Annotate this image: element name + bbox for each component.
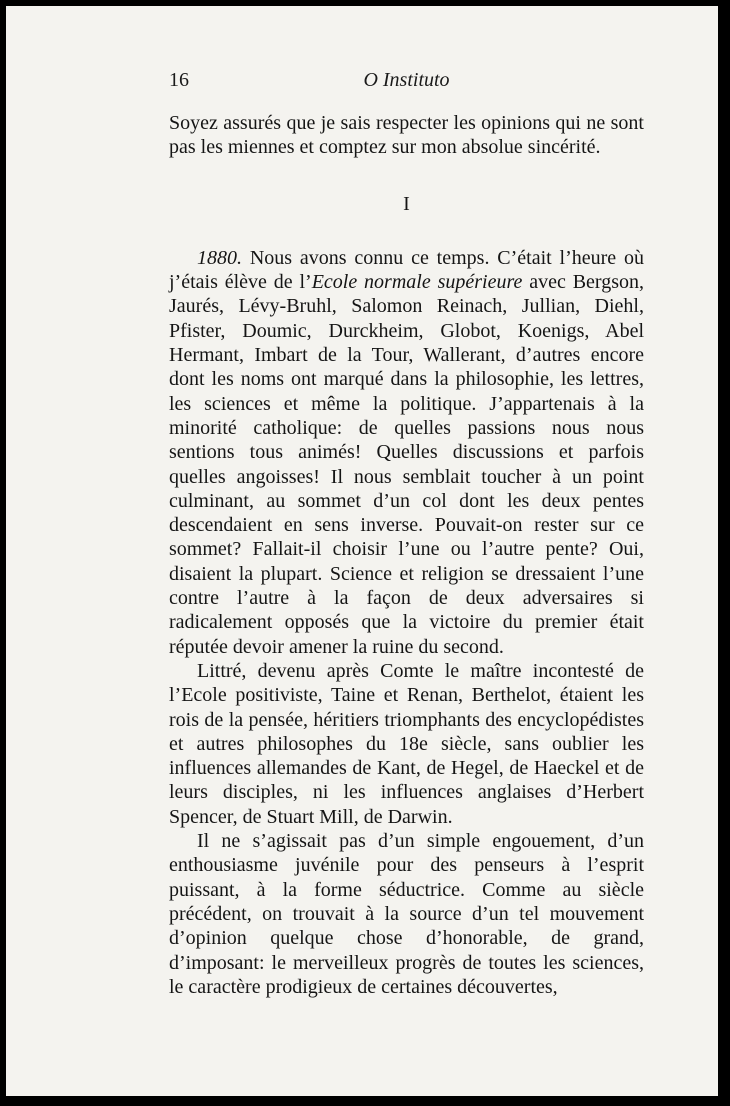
document-page [6,6,718,1096]
school-name: Ecole normale supérieure [311,271,523,294]
running-header [169,69,644,99]
page-number: 16 [169,69,189,91]
running-title: O Instituto [363,69,450,91]
section-heading: I [403,192,410,215]
paragraph-2: Littré, devenu après Comte le maître incontesté de l’Ecole positiviste, Taine et Renan, Berthelot, étaient les rois de la pensée, héritiers triomphants des encyclopédistes et autres philosophes du 18e siècle, sans oublier les influences allemandes de Kant, de Hegel, de Haeckel et de leurs disciples, ni les influences anglaises d’Herbert Spencer, de Stuart Mill, de Darwin. [169,659,644,828]
paragraph-1 [169,246,644,659]
body-text [169,111,644,999]
year-text: 1880. [197,246,242,269]
intro-paragraph: Soyez assurés que je sais respecter les opinions qui ne sont pas les miennes et comptez sur mon absolue sincérité. [169,112,644,159]
paragraph-1-part-b: avec Bergson, Jaurés, Lévy-Bruhl, Salomon Reinach, Jullian, Diehl, Pfister, Doumic, Durckheim, Globot, Koenigs, Abel Hermant, Imbart de la Tour, Wallerant, d’autres encore dont les noms ont marqué dans la philosophie, les lettres, les sciences et même la politique. J’appartenais à la minorité catholique: de quelles passions nous nous sentions tous animés! Quelles discussions et parfois quelles angoisses! Il nous semblait toucher à un point culminant, au sommet d’un col dont les deux pentes descendaient en sens inverse. Pouvait-on rester sur ce sommet? Fallait-il choisir l’une ou l’autre pente? Oui, disaient la plupart. Science et religion se dressaient l’une contre l’autre à la façon de deux adversaires si radicalement opposés que la victoire du premier était réputée devoir amener la ruine du second. [169,271,644,658]
paragraph-1-part-a: Nous avons connu ce temps. C’était l’heure où j’étais élève de l’ [169,246,644,294]
paragraph-3: Il ne s’agissait pas d’un simple engouement, d’un enthousiasme juvénile pour des penseurs à l’esprit puissant, à la forme séductrice. Comme au siècle précédent, on trouvait à la source d’un tel mouvement d’opinion quelque chose d’honorable, de grand, d’imposant: le merveilleux progrès de toutes les sciences, le caractère prodigieux de certaines découvertes, [169,830,644,998]
